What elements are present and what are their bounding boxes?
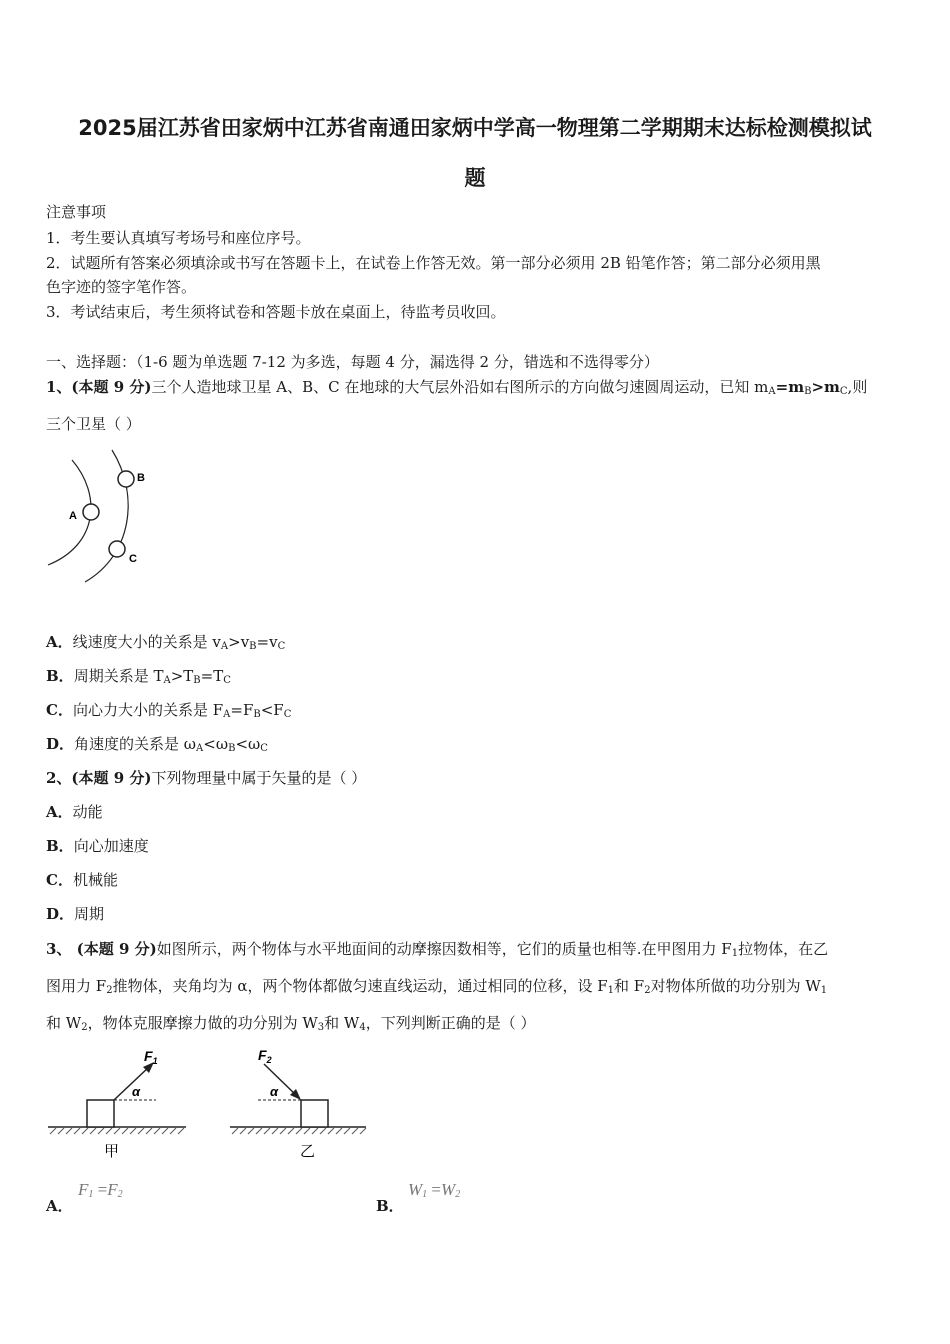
- q2-option-b[interactable]: B．向心加速度: [46, 837, 149, 855]
- label-a: A: [69, 510, 77, 522]
- exam-title-line2: 题: [464, 166, 486, 190]
- satellite-b: [118, 471, 134, 487]
- svg-text:F2: [258, 1047, 272, 1065]
- q3-stem-line3: 和 $W_2$，物体克服摩擦力做的功分别为 $W_3$和 $W_4$，下列判断正确的是（ ）: [46, 1014, 536, 1033]
- force-label-f2: F: [258, 1047, 267, 1063]
- q3-option-a[interactable]: A． $F_1 =F_2$: [46, 1180, 123, 1215]
- block-pulled: [87, 1100, 114, 1127]
- q1-option-b[interactable]: B．周期关系是 $T_A>T_B=T_C$: [46, 667, 231, 686]
- notice-item-1: 1．考生要认真填写考场号和座位序号。: [46, 229, 311, 247]
- caption-yi: 乙: [300, 1143, 316, 1160]
- notice-item-2-cont: 色字迹的签字笔作答。: [46, 278, 197, 296]
- q2-option-a[interactable]: A．动能: [46, 803, 103, 821]
- notice-heading: 注意事项: [46, 203, 107, 221]
- satellite-c: [109, 541, 125, 557]
- q1-option-a[interactable]: A．线速度大小的关系是 $v_A>v_B=v_C$: [46, 633, 286, 652]
- q3-option-b[interactable]: B． $W_1 =W_2$: [376, 1180, 461, 1215]
- q2-option-c[interactable]: C．机械能: [46, 871, 118, 889]
- angle-label-left: α: [132, 1084, 141, 1099]
- angle-label-right: α: [270, 1084, 279, 1099]
- notice-item-2: 2．试题所有答案必须填涂或书写在答题卡上，在试卷上作答无效。第一部分必须用 2B 铅笔作答；第二部分必须用黑: [46, 254, 821, 272]
- force-sub-f1: 1: [152, 1056, 158, 1066]
- caption-jia: 甲: [104, 1143, 120, 1160]
- q1-text: 三个人造地球卫星 A、B、C 在地球的大气层外沿如右图所示的方向做匀速圆周运动，已知 m: [151, 378, 769, 396]
- q1-stem: [46, 377, 912, 397]
- q1-option-d[interactable]: D．角速度的关系是 $\omega_A<\omega_B<\omega_C$: [46, 735, 268, 754]
- q1-gt: >m: [811, 378, 840, 396]
- q3-option-a-formula: $F_1 =F_2$: [78, 1180, 123, 1200]
- q1-eq: =m: [775, 378, 805, 396]
- q2-option-d[interactable]: D．周期: [46, 905, 105, 923]
- q3-figure-push: [228, 1044, 373, 1162]
- q3-stem-line1: 3、 (本题 9 分)如图所示，两个物体与水平地面间的动摩擦因数相等，它们的质量也相等.在甲图用力 $F_1$拉物体，在乙: [46, 940, 829, 959]
- q1-sub-c: C: [839, 386, 848, 397]
- q3-stem-line2: 图用力 $F_2$推物体，夹角均为 α，两个物体都做匀速直线运动，通过相同的位移，设 $F_1$和 $F_2$对物体所做的功分别为 $W_1$: [46, 977, 828, 996]
- q1-sub-b: B: [804, 386, 812, 397]
- q1-stem-line2: 三个卫星（ ）: [46, 415, 141, 433]
- exam-title-line1: 2025届江苏省田家炳中江苏省南通田家炳中学高一物理第二学期期末达标检测模拟试: [78, 116, 872, 140]
- q1-tail: ,则: [847, 378, 868, 396]
- q1-option-c[interactable]: C．向心力大小的关系是 $F_A=F_B<F_C$: [46, 701, 292, 720]
- q3-option-b-formula: $W_1 =W_2$: [408, 1180, 461, 1200]
- q1-sub-a: A: [768, 386, 776, 397]
- q1-prefix: 1、(本题 9 分): [46, 378, 152, 396]
- label-b: B: [137, 472, 145, 484]
- q3-figure-pull: [46, 1044, 191, 1162]
- force-sub-f2: 2: [266, 1055, 272, 1065]
- satellite-a: [83, 504, 99, 520]
- notice-item-3: 3．考试结束后，考生须将试卷和答题卡放在桌面上，待监考员收回。: [46, 303, 506, 321]
- svg-text:F1: [144, 1048, 158, 1066]
- q1-satellite-figure: [40, 440, 170, 590]
- label-c: C: [129, 553, 137, 565]
- force-label-f1: F: [144, 1048, 153, 1064]
- block-pushed: [301, 1100, 328, 1127]
- section-heading: 一、选择题：（1-6 题为单选题 7-12 为多选，每题 4 分，漏选得 2 分，错选和不选得零分）: [46, 353, 659, 371]
- q2-stem: 2、(本题 9 分)下列物理量中属于矢量的是（ ）: [46, 769, 367, 787]
